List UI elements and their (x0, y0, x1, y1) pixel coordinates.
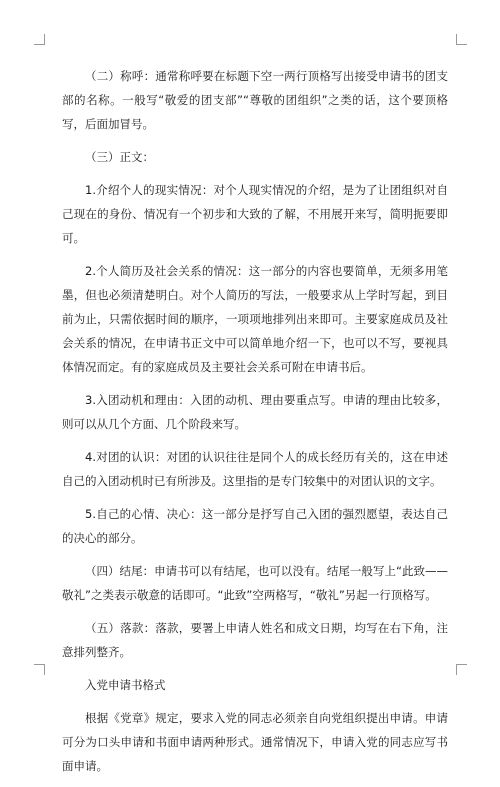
paragraph-resume: 2.个人简历及社会关系的情况：这一部分的内容也要简单，无须多用笔墨，但也必须清楚明白。对个人简历的写法，一般要求从上学时写起，到目前为止，只需依据时间的顺序，一项项地排列出来即可。主要家庭成员及社会关系的情况，在申请书正文中可以简单地介绍一下，也可以不写，要视具体情况而定。有的家庭成员及主要社会关系可附在申请书后。 (62, 264, 448, 374)
crop-mark-top-right (456, 34, 467, 45)
crop-mark-bottom-left (34, 664, 45, 675)
document-body (62, 64, 448, 787)
crop-mark-bottom-right (456, 664, 467, 675)
paragraph-determination: 5.自己的心情、决心：这一部分是抒写自己入团的强烈愿望，表达自己的决心的部分。 (62, 507, 448, 545)
section-title: 入党申请书格式 (85, 678, 166, 692)
paragraph-signature: （五）落款：落款，要署上申请人姓名和成文日期，均写在右下角，注意排列整齐。 (62, 621, 448, 659)
paragraph-party-application: 根据《党章》规定，要求入党的同志必须亲自向党组织提出申请。申请可分为口头申请和书面申请两种形式。通常情况下，申请入党的同志应写书面申请。 (62, 711, 448, 773)
crop-mark-top-left (34, 34, 45, 45)
paragraph-understanding: 4.对团的认识：对团的认识往往是同个人的成长经历有关的，这在申述自己的入团动机时已有所涉及。这里指的是专门较集中的对团认识的文字。 (62, 450, 448, 488)
paragraph-current-situation: 1.介绍个人的现实情况：对个人现实情况的介绍，是为了让团组织对自己现在的身份、情况有一个初步和大致的了解，不用展开来写，简明扼要即可。 (62, 183, 448, 245)
paragraph-ending: （四）结尾：申请书可以有结尾，也可以没有。结尾一般写上“此致——敬礼”之类表示敬意的话即可。“此致”空两格写，“敬礼”另起一行顶格写。 (62, 564, 448, 602)
paragraph-motivation: 3.入团动机和理由：入团的动机、理由要重点写。申请的理由比较多，则可以从几个方面、几个阶段来写。 (62, 393, 448, 431)
paragraph-body-heading: （三）正文： (85, 150, 154, 164)
paragraph-salutation: （二）称呼：通常称呼要在标题下空一两行顶格写出接受申请书的团支部的名称。一般写“敬爱的团支部”“尊敬的团组织”之类的话，这个要顶格写，后面加冒号。 (62, 69, 448, 131)
